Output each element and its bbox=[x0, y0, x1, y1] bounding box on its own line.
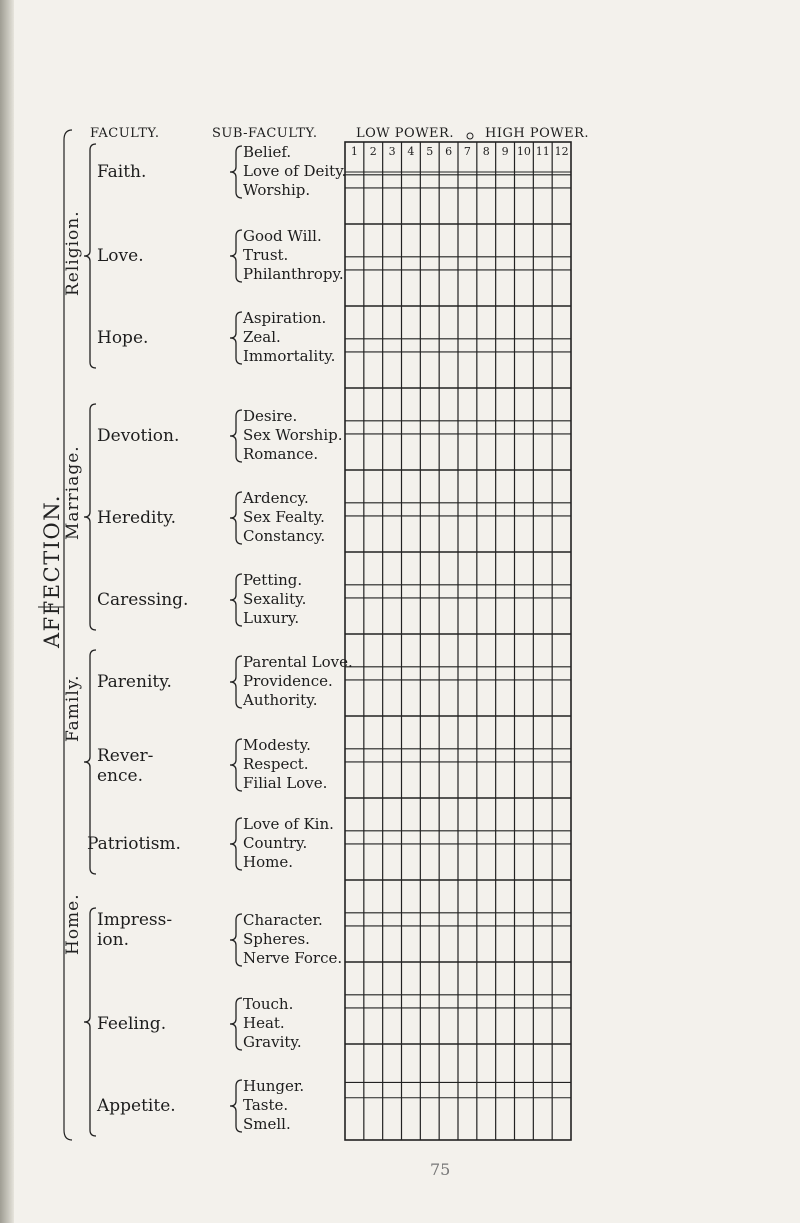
faculty-reverence-line2: ence. bbox=[97, 766, 143, 786]
sub-hunger: Hunger. bbox=[243, 1077, 305, 1095]
power-scale-number-9: 9 bbox=[501, 145, 509, 158]
sub-touch: Touch. bbox=[243, 995, 294, 1013]
affection-label: AFFECTION. bbox=[40, 494, 64, 648]
power-scale-number-5: 5 bbox=[426, 145, 434, 158]
sub-love-of-deity: Love of Deity. bbox=[243, 162, 347, 180]
power-scale-number-2: 2 bbox=[369, 145, 377, 158]
group-label-family: Family. bbox=[63, 674, 83, 742]
bracket-lines bbox=[38, 130, 242, 1140]
sub-brace-6 bbox=[230, 656, 242, 708]
faculty-reverence-line1: Rever- bbox=[97, 746, 154, 766]
faculty-appetite: Appetite. bbox=[97, 1096, 176, 1116]
sub-romance: Romance. bbox=[243, 445, 319, 463]
sub-sexality: Sexality. bbox=[243, 590, 307, 608]
power-scale-number-7: 7 bbox=[463, 145, 471, 158]
power-scale-number-1: 1 bbox=[350, 145, 358, 158]
sub-desire: Desire. bbox=[243, 407, 298, 425]
sub-spheres: Spheres. bbox=[243, 930, 310, 948]
sub-sex-worship: Sex Worship. bbox=[243, 426, 343, 444]
sub-character: Character. bbox=[243, 911, 323, 929]
faculty-feeling: Feeling. bbox=[97, 1014, 167, 1034]
faculty-impression-line2: ion. bbox=[97, 930, 130, 950]
sub-luxury: Luxury. bbox=[243, 609, 300, 627]
group-label-home: Home. bbox=[63, 893, 83, 955]
sub-smell: Smell. bbox=[243, 1115, 291, 1133]
sub-worship: Worship. bbox=[243, 181, 311, 199]
power-scale-number-10: 10 bbox=[516, 145, 531, 158]
sub-taste: Taste. bbox=[243, 1096, 289, 1114]
high-power-header: HIGH POWER. bbox=[485, 126, 590, 141]
sub-philanthropy: Philanthropy. bbox=[243, 265, 344, 283]
sub-providence: Providence. bbox=[243, 672, 333, 690]
sub-brace-3 bbox=[230, 410, 242, 462]
low-power-header: LOW POWER. bbox=[356, 126, 454, 141]
sub-brace-2 bbox=[230, 312, 242, 364]
group-brace-religion bbox=[84, 144, 96, 368]
faculty-devotion: Devotion. bbox=[97, 426, 180, 446]
group-brace-home bbox=[84, 908, 96, 1136]
faculty-heredity: Heredity. bbox=[97, 508, 176, 528]
power-divider-marker bbox=[467, 133, 473, 139]
power-grid bbox=[345, 133, 571, 1140]
sub-brace-10 bbox=[230, 998, 242, 1050]
faculty-patriotism: Patriotism. bbox=[87, 834, 181, 854]
power-scale-number-12: 12 bbox=[554, 145, 569, 158]
sub-love-of-kin: Love of Kin. bbox=[243, 815, 334, 833]
sub-brace-5 bbox=[230, 574, 242, 626]
power-scale-number-11: 11 bbox=[535, 145, 550, 158]
faculty-love: Love. bbox=[97, 246, 144, 266]
sub-brace-11 bbox=[230, 1080, 242, 1132]
sub-country: Country. bbox=[243, 834, 308, 852]
page-number: 75 bbox=[430, 1160, 451, 1179]
sub-aspiration: Aspiration. bbox=[243, 309, 327, 327]
sub-gravity: Gravity. bbox=[243, 1033, 302, 1051]
sub-faculty-header: SUB-FACULTY. bbox=[212, 126, 318, 141]
sub-ardency: Ardency. bbox=[243, 489, 309, 507]
faculty-impression-line1: Impress- bbox=[97, 910, 173, 930]
faculty-header: FACULTY. bbox=[90, 126, 160, 141]
faculty-faith: Faith. bbox=[97, 162, 147, 182]
sub-modesty: Modesty. bbox=[243, 736, 311, 754]
sub-petting: Petting. bbox=[243, 571, 303, 589]
sub-brace-1 bbox=[230, 230, 242, 282]
power-scale-number-6: 6 bbox=[445, 145, 453, 158]
sub-nerve-force: Nerve Force. bbox=[243, 949, 343, 967]
sub-zeal: Zeal. bbox=[243, 328, 281, 346]
power-scale-number-3: 3 bbox=[388, 145, 396, 158]
power-scale-number-8: 8 bbox=[482, 145, 490, 158]
sub-authority: Authority. bbox=[243, 691, 318, 709]
sub-brace-7 bbox=[230, 739, 242, 791]
sub-brace-9 bbox=[230, 914, 242, 966]
sub-parental-love: Parental Love. bbox=[243, 653, 353, 671]
affection-bracket bbox=[64, 130, 72, 1140]
faculty-caressing: Caressing. bbox=[97, 590, 189, 610]
sub-constancy: Constancy. bbox=[243, 527, 326, 545]
group-label-marriage: Marriage. bbox=[63, 445, 83, 540]
sub-home: Home. bbox=[243, 853, 293, 871]
sub-immortality: Immortality. bbox=[243, 347, 336, 365]
group-brace-marriage bbox=[84, 404, 96, 630]
sub-heat: Heat. bbox=[243, 1014, 285, 1032]
sub-trust: Trust. bbox=[243, 246, 289, 264]
power-scale-numbers bbox=[351, 145, 569, 158]
faculty-parenity: Parenity. bbox=[97, 672, 172, 692]
group-brace-family bbox=[84, 650, 96, 874]
sub-brace-4 bbox=[230, 492, 242, 544]
group-label-religion: Religion. bbox=[63, 210, 83, 296]
sub-sex-fealty: Sex Fealty. bbox=[243, 508, 325, 526]
sub-respect: Respect. bbox=[243, 755, 309, 773]
faculty-hope: Hope. bbox=[97, 328, 149, 348]
sub-brace-0 bbox=[230, 146, 242, 198]
power-scale-number-4: 4 bbox=[407, 145, 415, 158]
sub-brace-8 bbox=[230, 818, 242, 870]
sub-good-will: Good Will. bbox=[243, 227, 322, 245]
sub-belief: Belief. bbox=[243, 143, 292, 161]
sub-filial-love: Filial Love. bbox=[243, 774, 328, 792]
